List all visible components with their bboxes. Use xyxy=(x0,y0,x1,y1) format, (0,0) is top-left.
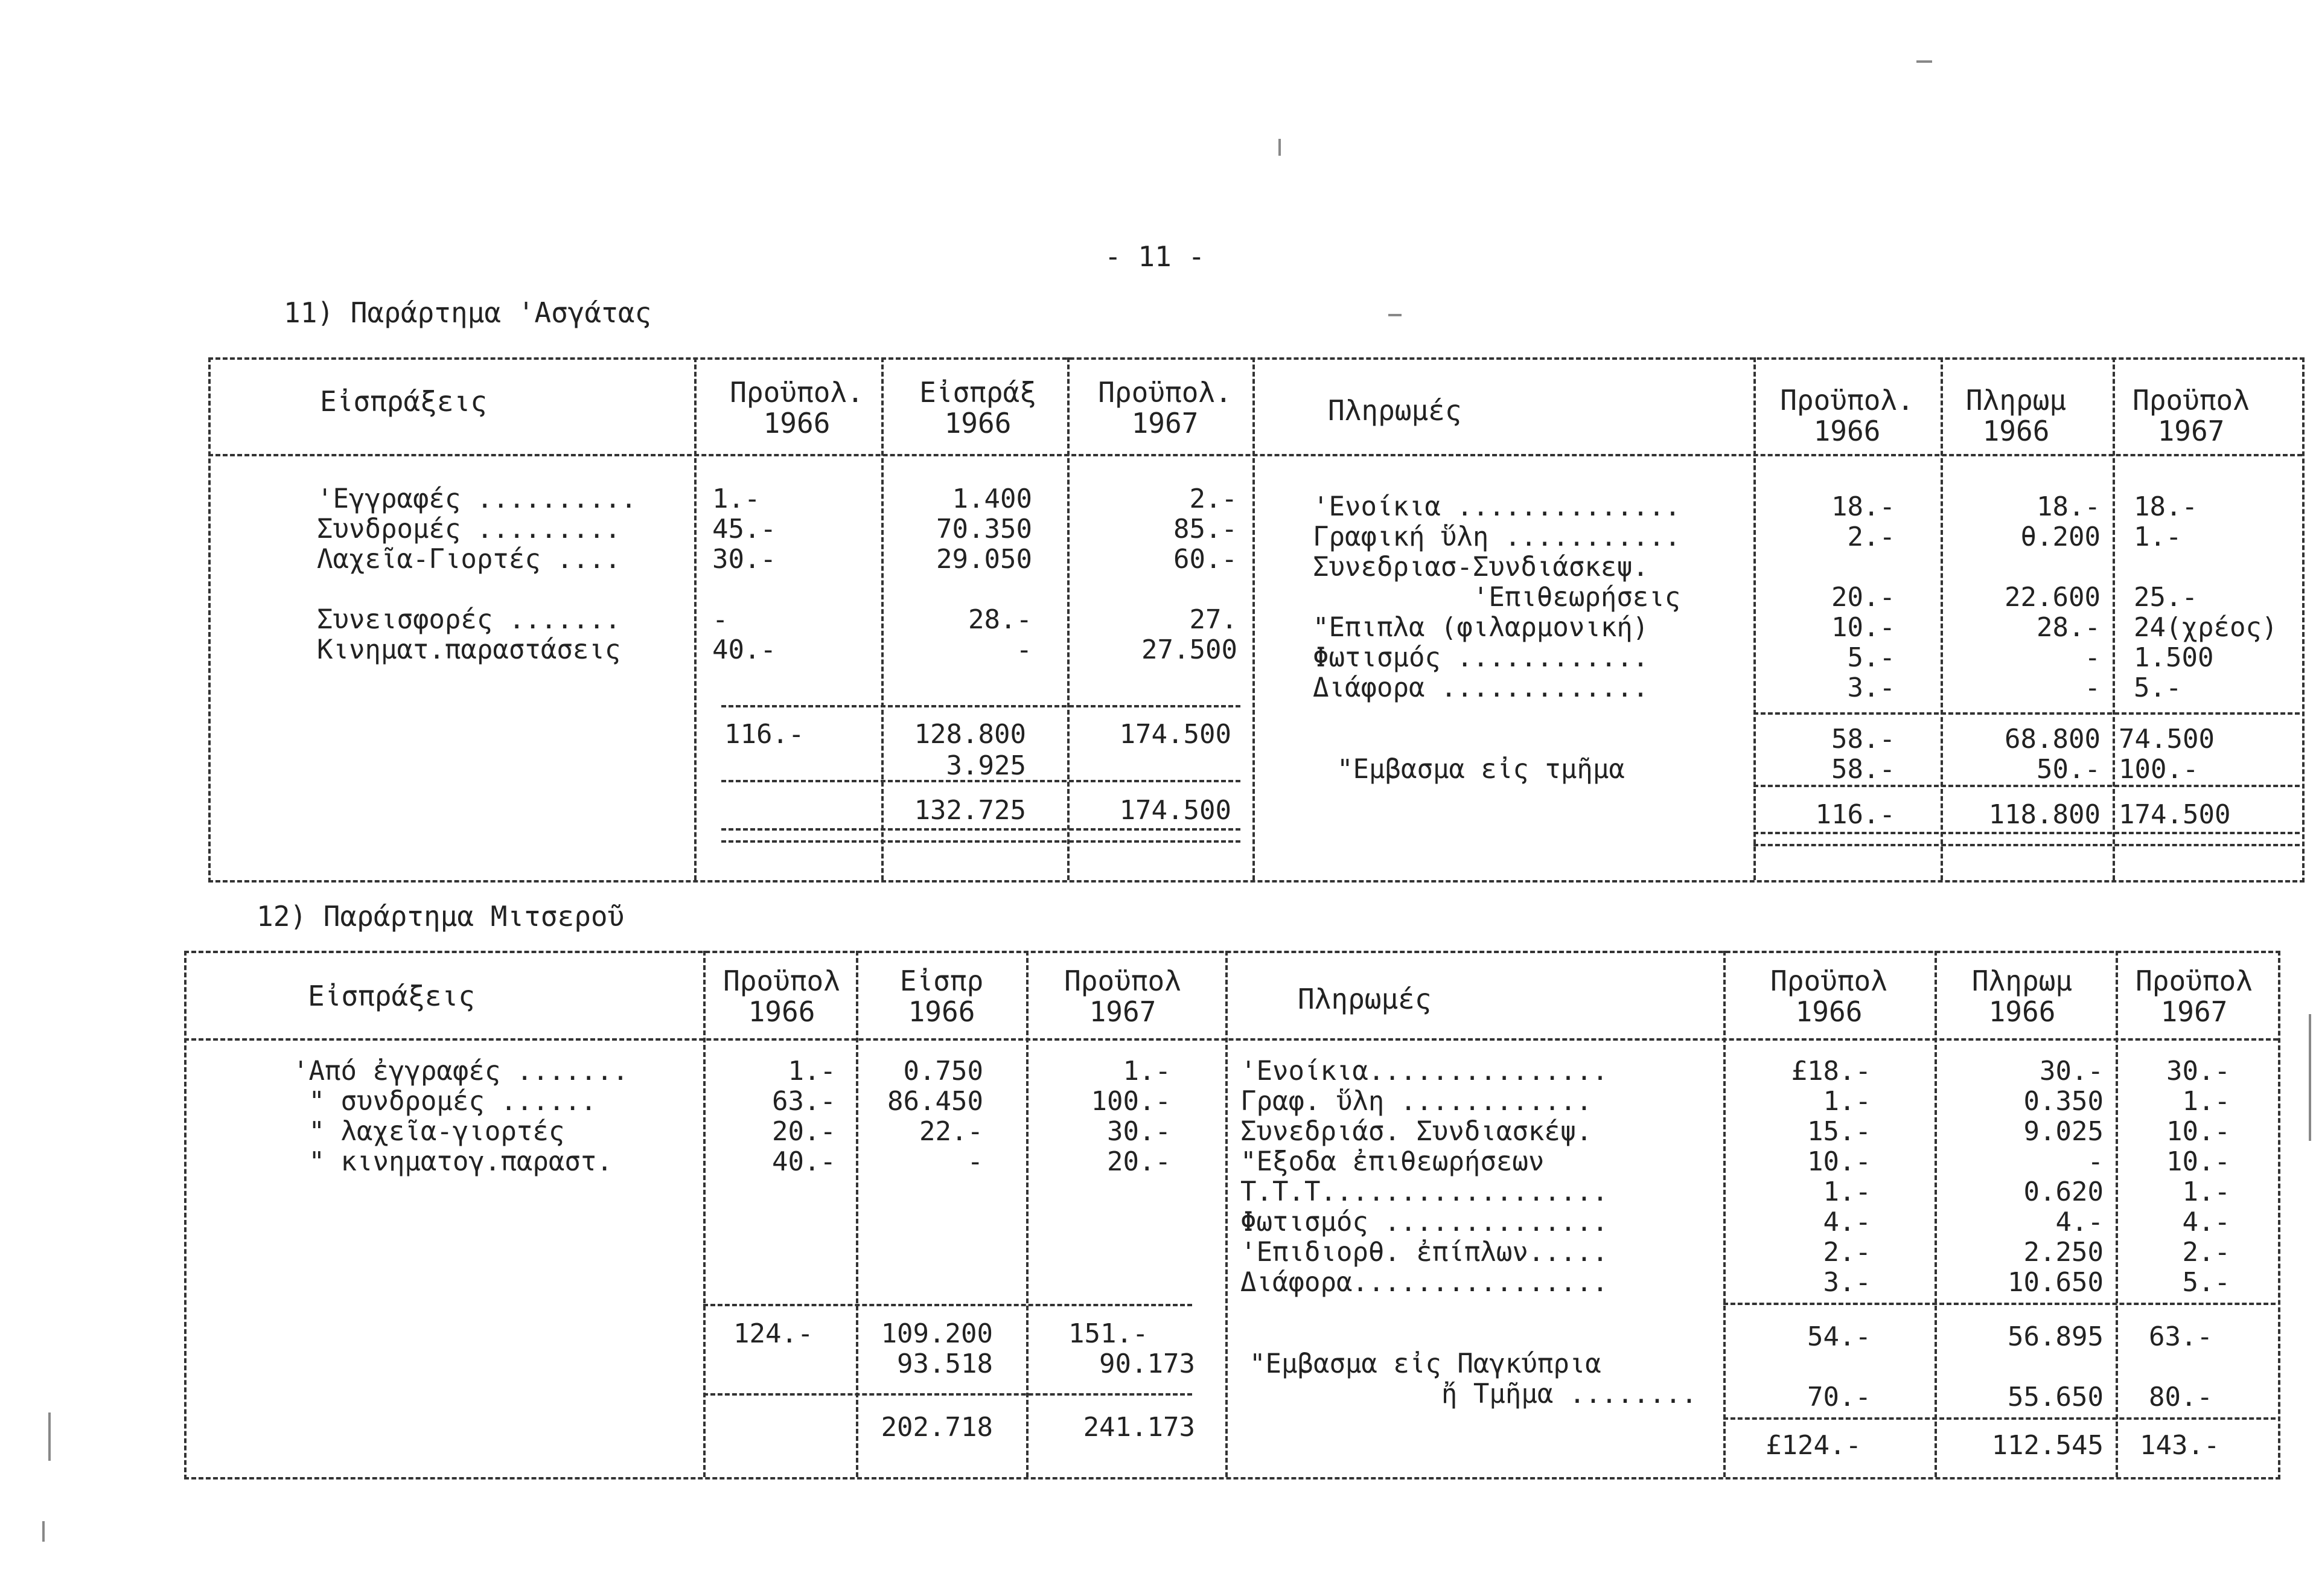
receipt-budget-1967-values: 2.- 85.- 60.- 27. 27.500 xyxy=(1141,484,1237,665)
scan-mark xyxy=(1278,139,1281,156)
payment-paid-1966-values: 30.- 0.350 9.025 - 0.620 4.- 2.250 10.650 xyxy=(2008,1056,2104,1298)
header-budget-1966: Προϋπολ. 1966 xyxy=(730,376,864,439)
header-payment-budget-1966: Προϋπολ 1966 xyxy=(1770,965,1887,1028)
payment-remittance-budget-1967: 100.- xyxy=(2119,754,2199,785)
payment-subtotal-budget-1967: 63.- xyxy=(2149,1321,2213,1352)
payment-budget-1966-values: 18.- 2.- 20.- 10.- 5.- 3.- xyxy=(1831,491,1895,703)
header-payment-budget-1966: Προϋπολ. 1966 xyxy=(1780,384,1914,447)
payment-items: 'Ενοίκια............... Γραφ. ὕλη ............ Συνεδριάσ. Συνδιασκέψ. "Εξοδα ἐπιθεωρήσεων Τ.Τ.Τ.................. Φωτισμός .............. 'Επιδιορθ. ἐπίπλων..... Διάφορα................ xyxy=(1240,1056,1609,1298)
header-budget-1966: Προϋπολ 1966 xyxy=(723,965,840,1028)
receipt-total-received-1966-b: 93.518 xyxy=(897,1349,993,1379)
header-payments: Πληρωμές xyxy=(1298,983,1432,1015)
section-12-title: 12) Παράρτημα Μιτσεροῦ xyxy=(257,900,625,933)
section-11-title: 11) Παράρτημα 'Ασγάτας xyxy=(284,296,652,329)
scan-mark xyxy=(1388,314,1402,316)
header-receipts-1966: Εἰσπράξ 1966 xyxy=(919,376,1036,439)
scan-mark xyxy=(42,1521,45,1542)
payment-remittance-budget-1966: 70.- xyxy=(1807,1382,1871,1412)
payment-items: 'Ενοίκια .............. Γραφική ὕλη ........... Συνεδριασ-Συνδιάσκεψ. 'Επιθεωρήσεις "Επιπλα (φιλαρμονική) Φωτισμός ............ Διάφορα ............. xyxy=(1313,491,1681,703)
payment-total-budget-1967: 174.500 xyxy=(2119,799,2231,830)
scan-mark xyxy=(1916,60,1932,63)
payment-subtotal-paid-1966: 56.895 xyxy=(2008,1321,2104,1352)
payment-total-budget-1966: 116.- xyxy=(1815,799,1895,830)
payment-budget-1967-values: 18.- 1.- 25.- 24(χρέος) 1.500 5.- xyxy=(2134,491,2278,703)
receipt-items: 'Εγγραφές .......... Συνδρομές ......... Λαχεῖα-Γιορτές .... Συνεισφορές ....... Κινηματ.παραστάσεις xyxy=(317,484,637,665)
receipt-grand-total-received-1966: 202.718 xyxy=(881,1412,993,1443)
receipt-grand-total-budget-1967: 174.500 xyxy=(1119,795,1231,826)
header-payment-budget-1967: Προϋπολ 1967 xyxy=(2133,384,2250,447)
payment-remittance-paid-1966: 50.- xyxy=(2037,754,2101,785)
payment-subtotal-budget-1966: 54.- xyxy=(1807,1321,1871,1352)
remittance-label: "Εμβασμα εἰς τμῆμα xyxy=(1337,754,1625,785)
payment-total-budget-1966: £124.- xyxy=(1766,1430,1861,1461)
receipt-received-1966-values: 0.750 86.450 22.- - xyxy=(887,1056,983,1177)
receipt-total-received-1966-a: 128.800 xyxy=(914,719,1026,750)
receipt-grand-total-budget-1967: 241.173 xyxy=(1083,1412,1195,1443)
receipt-total-budget-1967: 174.500 xyxy=(1119,719,1231,750)
receipt-received-1966-values: 1.400 70.350 29.050 28.- - xyxy=(936,484,1032,665)
receipt-total-budget-1966: 124.- xyxy=(733,1318,814,1349)
header-paid-1966: Πληρωμ 1966 xyxy=(1965,384,2067,447)
receipt-budget-1966-values: 1.- 63.- 20.- 40.- xyxy=(772,1056,836,1177)
payment-remittance-paid-1966: 55.650 xyxy=(2008,1382,2104,1412)
payment-budget-1966-values: £18.- 1.- 15.- 10.- 1.- 4.- 2.- 3.- xyxy=(1791,1056,1871,1298)
receipt-budget-1967-values: 1.- 100.- 30.- 20.- xyxy=(1091,1056,1171,1177)
receipt-total-budget-1967-b: 90.173 xyxy=(1099,1349,1195,1379)
page-number: - 11 - xyxy=(1105,240,1205,273)
receipt-items: 'Από ἐγγραφές ....... " συνδρομές ...... " λαχεῖα-γιορτές " κινηματογ.παραστ. xyxy=(293,1056,629,1177)
header-payments: Πληρωμές xyxy=(1328,394,1462,427)
receipt-total-received-1966-b: 3.925 xyxy=(946,750,1026,781)
scan-mark xyxy=(2309,1014,2311,1141)
remittance-label: "Εμβασμα εἰς Παγκύπρια ἤ Τμῆμα ........ xyxy=(1249,1349,1697,1409)
payment-paid-1966-values: 18.- θ.200 22.600 28.- - - xyxy=(2005,491,2101,703)
payment-subtotal-paid-1966: 68.800 xyxy=(2005,724,2101,755)
payment-total-paid-1966: 118.800 xyxy=(1988,799,2101,830)
header-budget-1967: Προϋπολ 1967 xyxy=(1064,965,1181,1028)
payment-budget-1967-values: 30.- 1.- 10.- 10.- 1.- 4.- 2.- 5.- xyxy=(2166,1056,2230,1298)
payment-total-paid-1966: 112.545 xyxy=(1991,1430,2104,1461)
header-receipts: Εἰσπράξεις xyxy=(308,980,475,1012)
header-budget-1967: Προϋπολ. 1967 xyxy=(1098,376,1232,439)
receipt-total-budget-1966: 116.- xyxy=(724,719,805,750)
receipt-total-received-1966-a: 109.200 xyxy=(881,1318,993,1349)
payment-subtotal-budget-1967: 74.500 xyxy=(2119,724,2215,755)
payment-remittance-budget-1966: 58.- xyxy=(1831,754,1895,785)
header-payment-budget-1967: Προϋπολ 1967 xyxy=(2136,965,2253,1028)
receipt-budget-1966-values: 1.- 45.- 30.- - 40.- xyxy=(712,484,776,665)
scan-mark xyxy=(48,1412,51,1461)
payment-remittance-budget-1967: 80.- xyxy=(2149,1382,2213,1412)
receipt-total-budget-1967-a: 151.- xyxy=(1068,1318,1149,1349)
header-receipts-1966: Εἰσπρ 1966 xyxy=(899,965,984,1028)
header-receipts: Εἰσπράξεις xyxy=(320,385,487,418)
header-paid-1966: Πληρωμ 1966 xyxy=(1971,965,2073,1028)
receipt-grand-total-received-1966: 132.725 xyxy=(914,795,1026,826)
payment-total-budget-1967: 143.- xyxy=(2140,1430,2220,1461)
payment-subtotal-budget-1966: 58.- xyxy=(1831,724,1895,755)
